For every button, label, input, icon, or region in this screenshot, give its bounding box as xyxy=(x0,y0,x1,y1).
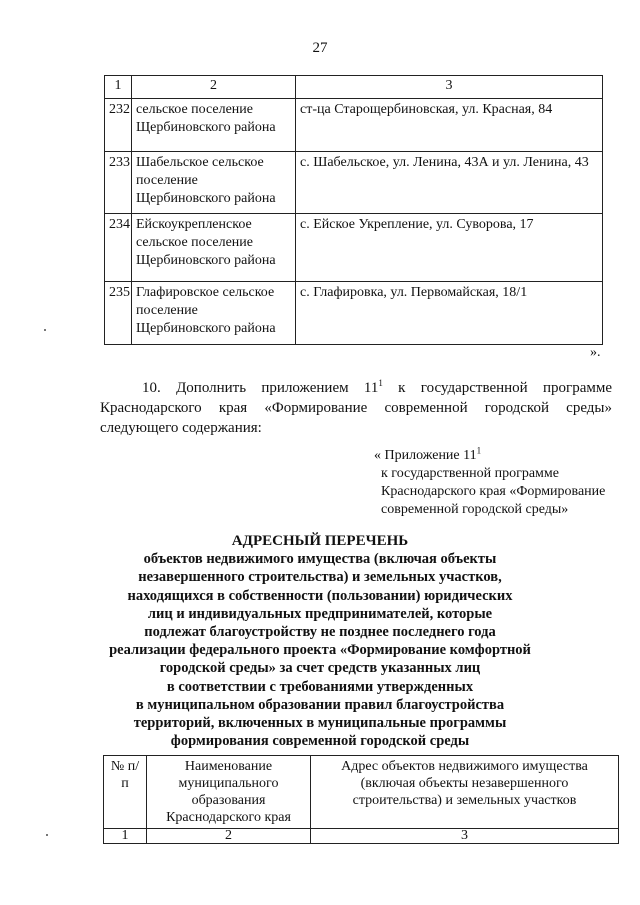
paragraph-superscript: 1 xyxy=(378,378,383,388)
page-number: 27 xyxy=(312,40,328,56)
heading-line: городской среды» за счет средств указанных лиц xyxy=(159,660,481,677)
table-row xyxy=(105,282,603,345)
heading-line: территорий, включенных в муниципальные программы xyxy=(133,715,507,732)
heading-line: объектов недвижимого имущества (включая объекты xyxy=(143,551,497,568)
column-number-3: 3 xyxy=(311,829,619,844)
addresses-table-continuation xyxy=(104,75,603,345)
appendix-caption-line-4: современной городской среды» xyxy=(381,502,569,517)
column-number-1: 1 xyxy=(104,829,147,844)
scan-speck xyxy=(46,834,48,836)
address-cell: с. Ейское Укрепление, ул. Суворова, 17 xyxy=(296,214,603,282)
scan-speck xyxy=(44,329,46,331)
row-number: 233 xyxy=(105,152,132,214)
municipality-cell: Шабельское сельское поселение Щербиновского района xyxy=(132,152,296,214)
column-number-1: 1 xyxy=(105,76,132,99)
appendix-caption-line-1: « Приложение 11 xyxy=(374,448,477,463)
paragraph-lead: 10. Дополнить приложением 11 xyxy=(142,380,379,396)
municipality-cell: Ейскоукрепленское сельское поселение Щербиновского района xyxy=(132,214,296,282)
heading-line: лиц и индивидуальных предпринимателей, которые xyxy=(147,605,493,622)
heading-line: реализации федерального проекта «Формирование комфортной xyxy=(109,642,531,659)
heading-line: незавершенного строительства) и земельных участков, xyxy=(138,569,502,586)
table-row xyxy=(105,214,603,282)
table-row xyxy=(105,99,603,152)
heading-line: находящихся в собственности (пользовании) юридических xyxy=(127,587,513,604)
address-cell: ст-ца Старощербиновская, ул. Красная, 84 xyxy=(296,99,603,152)
row-number: 235 xyxy=(105,282,132,345)
appendix-caption xyxy=(374,447,614,519)
table-header-row xyxy=(105,76,603,99)
address-cell: с. Глафировка, ул. Первомайская, 18/1 xyxy=(296,282,603,345)
paragraph-rest: к государственной программе Краснодарского края «Формирование современной городской среды» следующего содержания: xyxy=(100,380,612,436)
column-number-2: 2 xyxy=(132,76,296,99)
row-number: 232 xyxy=(105,99,132,152)
table-header-row xyxy=(104,756,619,829)
heading-line: подлежат благоустройству не позднее последнего года xyxy=(144,624,496,641)
column-number-2: 2 xyxy=(147,829,311,844)
column-header-municipality: Наименование муниципального образования Краснодарского края xyxy=(147,756,311,829)
municipality-cell: Глафировское сельское поселение Щербиновского района xyxy=(132,282,296,345)
address-cell: с. Шабельское, ул. Ленина, 43А и ул. Ленина, 43 xyxy=(296,152,603,214)
appendix-caption-line-2: к государственной программе xyxy=(381,466,559,481)
amendment-paragraph xyxy=(100,378,612,438)
column-number-3: 3 xyxy=(296,76,603,99)
column-numbers-row xyxy=(104,829,619,844)
appendix-caption-line-3: Краснодарского края «Формирование xyxy=(381,484,606,499)
document-heading xyxy=(0,532,640,750)
heading-title: АДРЕСНЫЙ ПЕРЕЧЕНЬ xyxy=(231,533,409,549)
column-header-number: № п/п xyxy=(104,756,147,829)
address-list-table xyxy=(103,755,619,844)
heading-line: в соответствии с требованиями утвержденных xyxy=(166,678,474,695)
column-header-address: Адрес объектов недвижимого имущества (включая объекты незавершенного строительства) и земельных участков xyxy=(311,756,619,829)
heading-line: в муниципальном образовании правил благоустройства xyxy=(135,696,505,713)
row-number: 234 xyxy=(105,214,132,282)
heading-line: формирования современной городской среды xyxy=(170,733,470,750)
municipality-cell: сельское поселение Щербиновского района xyxy=(132,99,296,152)
table-row xyxy=(105,152,603,214)
appendix-superscript: 1 xyxy=(476,445,482,456)
closing-quote: ». xyxy=(590,345,601,360)
